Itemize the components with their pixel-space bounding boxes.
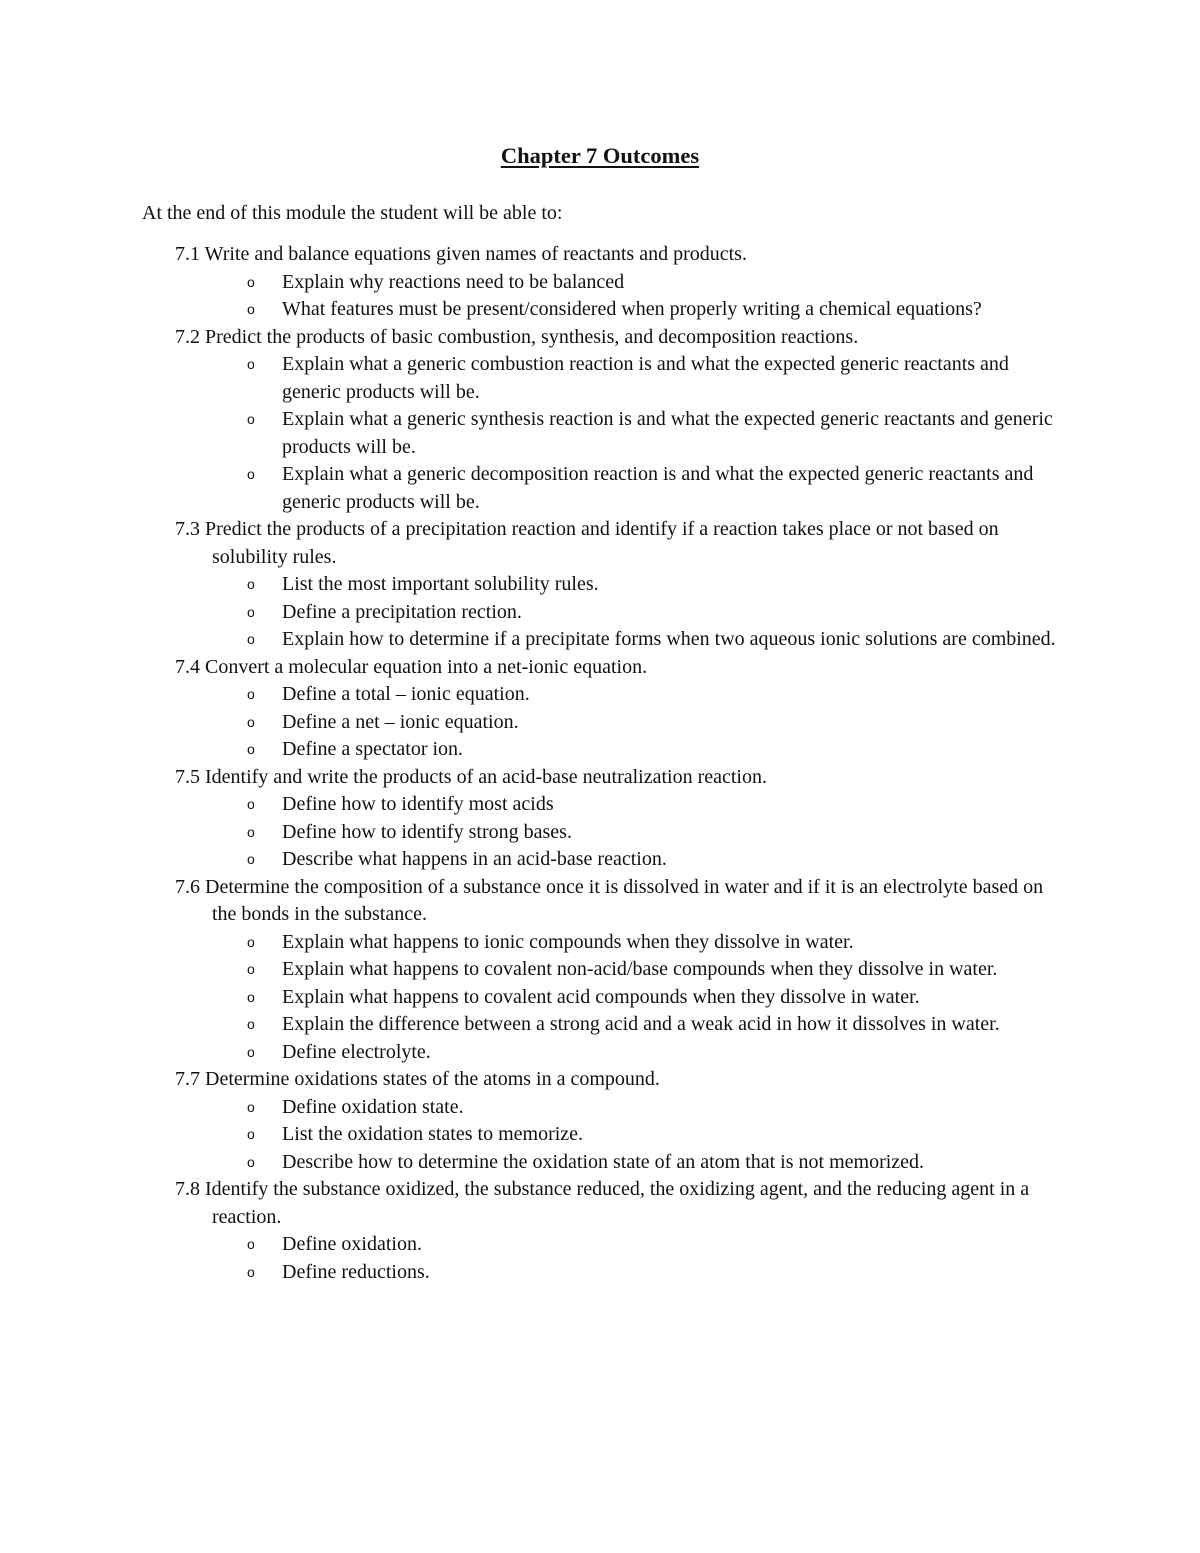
outcome-text: 7.2 Predict the products of basic combustion, synthesis, and decomposition reactions.	[175, 325, 859, 348]
sub-outcome-item	[247, 819, 1062, 847]
sub-outcome-text: Define a total – ionic equation.	[282, 683, 530, 705]
circle-bullet-icon: o	[247, 301, 255, 317]
sub-outcome-text: Explain what happens to covalent acid compounds when they dissolve in water.	[282, 985, 920, 1008]
circle-bullet-icon: o	[247, 796, 255, 812]
sub-outcome-text: Define oxidation.	[282, 1233, 422, 1255]
sub-outcome-text: Define a precipitation rection.	[282, 600, 522, 623]
sub-outcome-item	[247, 984, 1062, 1012]
sub-outcome-item	[247, 681, 1062, 709]
sub-outcome-text: Define electrolyte.	[282, 1040, 431, 1063]
sub-outcome-item	[247, 1094, 1062, 1122]
circle-bullet-icon: o	[247, 411, 255, 427]
outcome-item	[0, 1066, 1200, 1176]
sub-outcome-text: What features must be present/considered when properly writing a chemical equations?	[282, 298, 982, 320]
outcome-item	[0, 654, 1200, 764]
sub-outcome-text: Explain how to determine if a precipitate forms when two aqueous ionic solutions are combined.	[282, 628, 1056, 650]
sub-outcome-item	[247, 571, 1062, 599]
sub-outcome-item	[247, 846, 1062, 874]
sub-outcome-text: Explain the difference between a strong acid and a weak acid in how it dissolves in water.	[282, 1013, 1000, 1035]
sub-outcome-text: Describe how to determine the oxidation state of an atom that is not memorized.	[282, 1150, 925, 1173]
sub-outcome-item	[247, 1231, 1062, 1259]
sub-outcome-item	[247, 1011, 1062, 1039]
outcome-text: 7.8 Identify the substance oxidized, the substance reduced, the oxidizing agent, and the reducing agent in a reaction.	[175, 1178, 1030, 1228]
sub-outcome-item	[247, 599, 1062, 627]
outcome-item	[0, 516, 1200, 654]
sub-outcome-text: Explain what a generic decomposition reaction is and what the expected generic reactants and generic products will be.	[282, 463, 1034, 513]
circle-bullet-icon: o	[247, 961, 255, 977]
sub-outcome-list	[0, 571, 1200, 654]
sub-outcome-text: Define how to identify strong bases.	[282, 820, 572, 843]
sub-outcome-list	[0, 681, 1200, 764]
circle-bullet-icon: o	[247, 576, 255, 592]
sub-outcome-text: Define how to identify most acids	[282, 793, 554, 815]
sub-outcome-item	[247, 956, 1062, 984]
outcome-item	[0, 241, 1200, 324]
intro-text: At the end of this module the student will be able to:	[142, 202, 563, 224]
outcome-text: 7.4 Convert a molecular equation into a net-ionic equation.	[175, 655, 648, 678]
sub-outcome-item	[247, 351, 1062, 406]
circle-bullet-icon: o	[247, 933, 255, 950]
circle-bullet-icon: o	[247, 741, 255, 757]
circle-bullet-icon: o	[247, 631, 255, 647]
outcome-text: 7.5 Identify and write the products of an acid-base neutralization reaction.	[175, 765, 767, 788]
sub-outcome-text: List the most important solubility rules.	[282, 573, 599, 595]
sub-outcome-text: Explain what a generic combustion reaction is and what the expected generic reactants and generic products will be.	[282, 353, 1009, 403]
circle-bullet-icon: o	[247, 988, 255, 1005]
sub-outcome-list	[0, 929, 1200, 1067]
sub-outcome-text: Explain what happens to ionic compounds when they dissolve in water.	[282, 930, 854, 953]
circle-bullet-icon: o	[247, 1126, 255, 1142]
outcome-text: 7.3 Predict the products of a precipitation reaction and identify if a reaction takes place or not based on solubility rules.	[175, 518, 999, 568]
outcome-text: 7.7 Determine oxidations states of the atoms in a compound.	[175, 1068, 660, 1090]
sub-outcome-list	[0, 1094, 1200, 1177]
sub-outcome-item	[247, 736, 1062, 764]
sub-outcome-item	[247, 929, 1062, 957]
sub-outcome-text: Describe what happens in an acid-base reaction.	[282, 848, 667, 870]
circle-bullet-icon: o	[247, 1043, 255, 1060]
outcome-item	[0, 1176, 1200, 1286]
page-title: Chapter 7 Outcomes	[500, 143, 700, 168]
sub-outcome-text: Define a net – ionic equation.	[282, 710, 519, 733]
outcome-item	[0, 324, 1200, 517]
circle-bullet-icon: o	[247, 466, 255, 482]
sub-outcome-list	[0, 791, 1200, 874]
sub-outcome-text: Explain why reactions need to be balanced	[282, 270, 625, 293]
outcome-item	[0, 764, 1200, 874]
sub-outcome-item	[247, 1259, 1062, 1287]
sub-outcome-text: Explain what a generic synthesis reaction is and what the expected generic reactants and generic products will be.	[282, 408, 1053, 458]
sub-outcome-item	[247, 1121, 1062, 1149]
sub-outcome-item	[247, 269, 1062, 297]
circle-bullet-icon: o	[247, 686, 255, 702]
sub-outcome-item	[247, 1039, 1062, 1067]
sub-outcome-list	[0, 269, 1200, 324]
outcome-text: 7.6 Determine the composition of a substance once it is dissolved in water and if it is an electrolyte based on the bonds in the substance.	[175, 875, 1044, 925]
outcome-text: 7.1 Write and balance equations given names of reactants and products.	[175, 243, 747, 265]
outcomes-list	[0, 241, 1200, 1286]
circle-bullet-icon: o	[247, 713, 255, 730]
sub-outcome-item	[247, 791, 1062, 819]
sub-outcome-item	[247, 406, 1062, 461]
circle-bullet-icon: o	[247, 273, 255, 290]
sub-outcome-list	[0, 1231, 1200, 1286]
sub-outcome-text: Define reductions.	[282, 1260, 430, 1283]
sub-outcome-text: List the oxidation states to memorize.	[282, 1123, 584, 1145]
sub-outcome-item	[247, 461, 1062, 516]
sub-outcome-text: Explain what happens to covalent non-acid/base compounds when they dissolve in water.	[282, 958, 998, 980]
circle-bullet-icon: o	[247, 823, 255, 840]
sub-outcome-item	[247, 626, 1062, 654]
sub-outcome-item	[247, 709, 1062, 737]
sub-outcome-text: Define oxidation state.	[282, 1095, 464, 1118]
sub-outcome-text: Define a spectator ion.	[282, 738, 464, 760]
circle-bullet-icon: o	[247, 356, 255, 372]
circle-bullet-icon: o	[247, 851, 255, 867]
circle-bullet-icon: o	[247, 1098, 255, 1115]
circle-bullet-icon: o	[247, 1236, 255, 1252]
circle-bullet-icon: o	[247, 1153, 255, 1170]
circle-bullet-icon: o	[247, 603, 255, 620]
sub-outcome-item	[247, 296, 1062, 324]
circle-bullet-icon: o	[247, 1263, 255, 1280]
outcome-item	[0, 874, 1200, 1067]
sub-outcome-list	[0, 351, 1200, 516]
circle-bullet-icon: o	[247, 1016, 255, 1032]
sub-outcome-item	[247, 1149, 1062, 1177]
